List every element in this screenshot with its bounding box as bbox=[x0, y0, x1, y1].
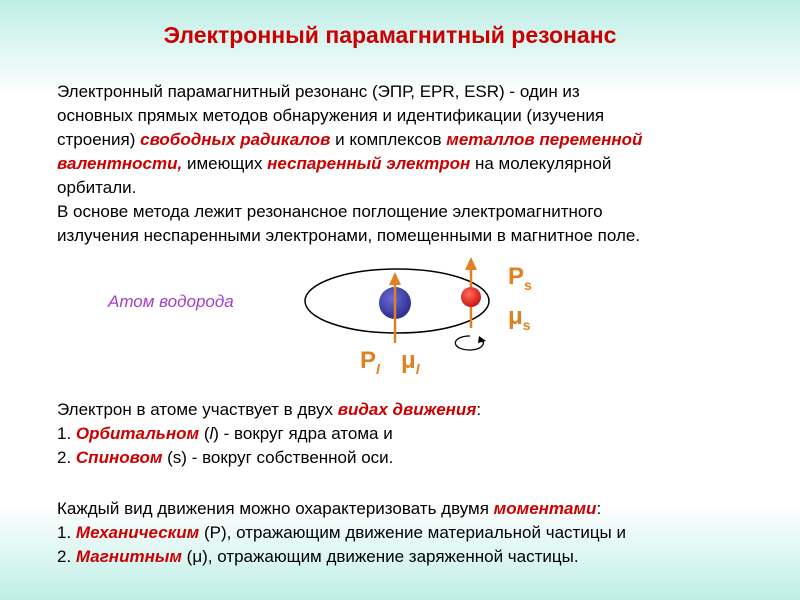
intro-line-5: орбитали. bbox=[57, 178, 137, 197]
intro-line-1: Электронный парамагнитный резонанс (ЭПР, EPR, ESR) - один из bbox=[57, 82, 580, 101]
intro-text: имеющих bbox=[182, 154, 268, 173]
orbital-p-label: $P_l$ bbox=[360, 347, 380, 377]
moments-text: Каждый вид движения можно охарактеризовать двумя bbox=[57, 499, 494, 518]
orbital-mu-label: $\mu_l$ bbox=[401, 347, 420, 377]
electron bbox=[461, 287, 481, 307]
term-transition-metals: металлов переменной bbox=[446, 130, 643, 149]
spin-mu-label: $\mu_s$ bbox=[508, 303, 531, 333]
moments-paragraph bbox=[57, 497, 767, 569]
spin-rotation-arrow-icon bbox=[478, 336, 486, 343]
moments-line-2 bbox=[57, 521, 767, 545]
motion-text: (s) - вокруг собственной оси. bbox=[162, 448, 394, 467]
motion-text: Электрон в атоме участвует в двух bbox=[57, 400, 338, 419]
intro-line-2: основных прямых методов обнаружения и идентификации (изучения bbox=[57, 106, 605, 125]
motion-text: 1. bbox=[57, 424, 76, 443]
intro-line-6: В основе метода лежит резонансное поглощение электромагнитного bbox=[57, 202, 603, 221]
spin-arrow-head-icon bbox=[465, 257, 477, 270]
motion-text: ) - вокруг ядра атома и bbox=[213, 424, 393, 443]
moments-text: : bbox=[596, 499, 602, 518]
intro-text: и комплексов bbox=[330, 130, 447, 149]
intro-text: строения) bbox=[57, 130, 141, 149]
moments-text: 1. bbox=[57, 523, 76, 542]
motion-paragraph bbox=[57, 398, 757, 470]
motion-line-3 bbox=[57, 446, 757, 470]
term-free-radicals: свободных радикалов bbox=[140, 130, 331, 149]
motion-line-1 bbox=[57, 398, 757, 422]
term-moments: моментами bbox=[493, 499, 597, 518]
term-motion-types: видах движения bbox=[337, 400, 477, 419]
motion-text: : bbox=[476, 400, 482, 419]
page-title: Электронный парамагнитный резонанс bbox=[163, 22, 617, 48]
symbol-l: l bbox=[209, 424, 214, 443]
term-unpaired-electron: неспаренный электрон bbox=[267, 154, 471, 173]
motion-text: ( bbox=[199, 424, 210, 443]
term-spin: Спиновом bbox=[75, 448, 163, 467]
motion-text: 2. bbox=[57, 448, 76, 467]
term-valence: валентности, bbox=[57, 154, 183, 173]
intro-line-7: излучения неспаренными электронами, помещенными в магнитное поле. bbox=[57, 226, 641, 245]
intro-text: на молекулярной bbox=[470, 154, 612, 173]
atom-label: Атом водорода bbox=[108, 292, 234, 311]
orbital-arrow-head-icon bbox=[389, 272, 401, 285]
term-magnetic: Магнитным bbox=[75, 547, 182, 566]
term-mechanical: Механическим bbox=[75, 523, 200, 542]
moments-line-3 bbox=[57, 545, 767, 569]
term-orbital: Орбитальном bbox=[75, 424, 200, 443]
moments-line-1 bbox=[57, 497, 767, 521]
motion-line-2 bbox=[57, 422, 757, 446]
spin-p-label: $P_s$ bbox=[508, 263, 532, 293]
moments-text: 2. bbox=[57, 547, 76, 566]
moments-text: (μ), отражающим движение заряженной частицы. bbox=[181, 547, 579, 566]
moments-text: (P), отражающим движение материальной частицы и bbox=[199, 523, 626, 542]
